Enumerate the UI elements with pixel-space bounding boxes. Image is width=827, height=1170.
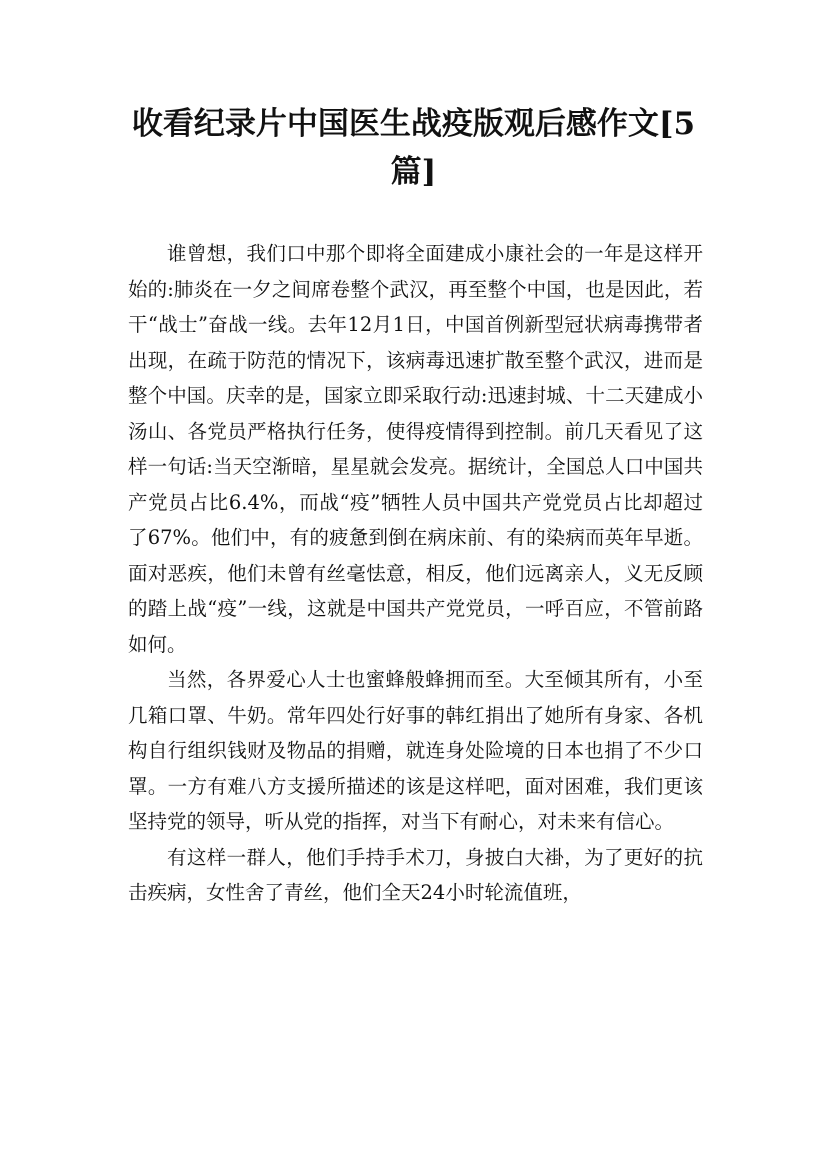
- document-body: [128, 236, 703, 911]
- paragraph-3: 有这样一群人，他们手持手术刀，身披白大褂，为了更好的抗击疾病，女性舍了青丝，他们全天24小时轮流值班，: [128, 845, 703, 904]
- paragraph-1: 谁曾想，我们口中那个即将全面建成小康社会的一年是这样开始的:肺炎在一夕之间席卷整个武汉，再至整个中国，也是因此，若干“战士”奋战一线。去年12月1日，中国首例新型冠状病毒携带者出现，在疏于防范的情况下，该病毒迅速扩散至整个武汉，进而是整个中国。庆幸的是，国家立即采取行动:迅速封城、十二天建成小汤山、各党员严格执行任务，使得疫情得到控制。前几天看见了这样一句话:当天空渐暗，星星就会发亮。据统计，全国总人口中国共产党员占比6.4%，而战“疫”牺牲人员中国共产党党员占比却超过了67%。他们中，有的疲惫到倒在病床前、有的染病而英年早逝。面对恶疾，他们未曾有丝毫怯意，相反，他们远离亲人，义无反顾的踏上战“疫”一线，这就是中国共产党党员，一呼百应，不管前路如何。: [128, 242, 703, 656]
- document-title: 收看纪录片中国医生战疫版观后感作文[5篇]: [131, 106, 696, 190]
- paragraph-2: 当然，各界爱心人士也蜜蜂般蜂拥而至。大至倾其所有，小至几箱口罩、牛奶。常年四处行好事的韩红捐出了她所有身家、各机构自行组织钱财及物品的捐赠，就连身处险境的日本也捐了不少口罩。一方有难八方支援所描述的该是这样吧，面对困难，我们更该坚持党的领导，听从党的指挥，对当下有耐心，对未来有信心。: [128, 668, 703, 833]
